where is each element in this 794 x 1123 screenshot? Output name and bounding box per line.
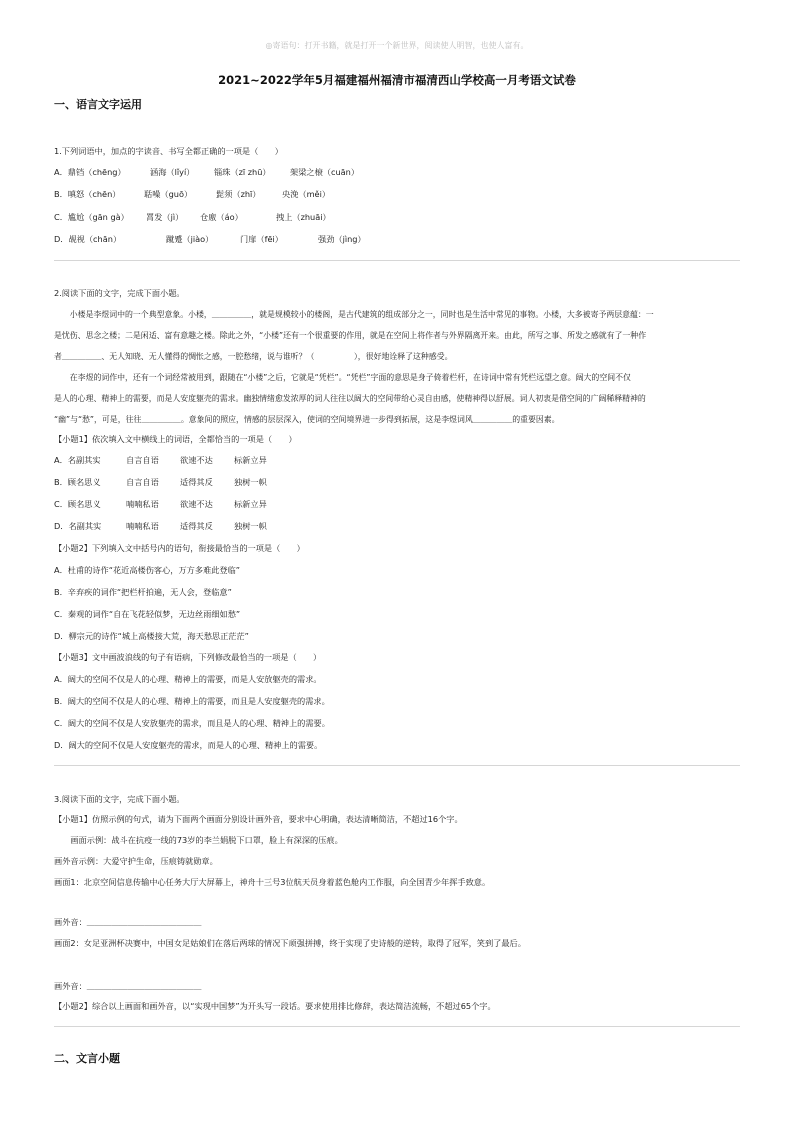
divider	[54, 765, 740, 766]
passage-line: 是忧伤、思念之楼；二是闲适、富有意趣之楼。除此之外，“小楼”还有一个很重要的作用，就是在空间上将作者与外界隔离开来。由此，所写之事、所发之感就有了一种作	[54, 331, 647, 340]
question-stem: 3.阅读下面的文字，完成下面小题。	[54, 794, 185, 804]
option-item: 强劲（jìng）	[318, 234, 366, 244]
option-item: 门扉（fēi）	[240, 234, 283, 244]
option-item: 喃喃私语	[126, 499, 159, 509]
page-title: 2021~2022学年5月福建福州福清市福清西山学校高一月考语文试卷	[218, 73, 576, 87]
option-item: C．尴尬（gān gà）	[54, 212, 129, 222]
option-item: 独树一帜	[234, 477, 267, 487]
subquestion-stem: 【小题3】文中画波浪线的句子有语病，下列修改最恰当的一项是（ ）	[54, 652, 322, 662]
subquestion-stem: 【小题2】下列填入文中括号内的语句，衔接最恰当的一项是（ ）	[54, 543, 305, 553]
option-item: 架梁之榱（cuān）	[290, 167, 360, 177]
passage-line: 在李煜的词作中，还有一个词经常被用到，跟随在“小楼”之后，它就是“凭栏”。“凭栏”字面的意思是身子倚着栏杆，在诗词中常有凭栏远望之意。阔大的空间不仅	[54, 373, 631, 382]
example-scene: 画面示例：战斗在抗疫一线的73岁的李兰娟脱下口罩，脸上有深深的压痕。	[54, 835, 343, 845]
option-item: B．顾名思义	[54, 477, 101, 487]
subquestion-stem: 【小题1】仿照示例的句式，请为下面两个画面分别设计画外音，要求中心明确，表达清晰简洁，不超过16个字。	[54, 814, 463, 824]
option-item: 罥发（jì）	[146, 212, 184, 222]
passage-line: 小楼是李煜词中的一个典型意象。小楼，＿＿＿＿＿，就是规模较小的楼阁，是古代建筑的组成部分之一，同时也是生活中常见的事物。小楼，大多被寄予两层意蕴：一	[54, 310, 654, 319]
option-item: 欲速不达	[180, 499, 213, 509]
option-item: 涵海（lǐyí）	[150, 167, 195, 177]
passage-line: 是人的心理、精神上的需要，而是人安度躯壳的需求。幽独情绪愈发浓厚的词人往往以阔大的空间带给心灵自由感，使精神得以舒展。词人初衷是借空间的广阔稀释精神的	[54, 394, 646, 403]
option-item: C．秦观的词作“自在飞花轻似梦，无边丝雨细如愁”	[54, 609, 241, 619]
passage-line: 者＿＿＿＿＿、无人知晓、无人懂得的惆怅之感，一腔愁绪，说与谁听？（ ），很好地诠释了这种感受。	[54, 352, 453, 361]
option-item: 自言自语	[126, 455, 159, 465]
option-item: A．鼎铛（chēng）	[54, 167, 126, 177]
section-heading: 二、文言小题	[54, 1052, 120, 1065]
option-item: B．辛弃疾的词作“把栏杆拍遍，无人会，登临意”	[54, 587, 232, 597]
option-item: D．觇视（chān）	[54, 234, 122, 244]
option-item: D．名副其实	[54, 521, 102, 531]
subquestion-stem: 【小题2】综合以上画面和画外音，以“实现中国梦”为开头写一段话。要求使用排比修辞，表达简洁流畅，不超过65个字。	[54, 1001, 496, 1011]
option-item: 适得其反	[180, 521, 213, 531]
option-item: 标新立异	[234, 499, 267, 509]
passage-line: “幽”与“愁”，可是，往往＿＿＿＿＿。意象间的照应，情感的层层深入，使词的空间境界进一步得到拓展，这是李煜词风＿＿＿＿＿的重要因素。	[54, 415, 560, 424]
option-item: A．名副其实	[54, 455, 101, 465]
option-item: 央浼（měi）	[282, 189, 331, 199]
option-item: B．阔大的空间不仅是人的心理、精神上的需要，而且是人安度躯壳的需求。	[54, 696, 330, 706]
option-item: D．柳宗元的诗作“城上高楼接大荒，海天愁思正茫茫”	[54, 631, 249, 641]
option-item: B．嗔怒（chēn）	[54, 189, 121, 199]
option-item: 仓廒（áo）	[200, 212, 243, 222]
option-item: 欲速不达	[180, 455, 213, 465]
answer-blank[interactable]: 画外音：＿＿＿＿＿＿＿＿＿＿＿＿＿＿	[54, 981, 202, 991]
motto-header: ◎寄语句：打开书籍，就是打开一个新世界，阅读使人明智，也使人富有。	[265, 41, 529, 50]
option-item: D．阔大的空间不仅是人安度躯壳的需求，而是人的心理、精神上的需要。	[54, 740, 323, 750]
example-voiceover: 画外音示例：大爱守护生命，压痕铸就勋章。	[54, 856, 218, 866]
option-item: 蹴蹙（jiào）	[166, 234, 214, 244]
option-item: A．阔大的空间不仅是人的心理、精神上的需要，而是人安放躯壳的需求。	[54, 674, 322, 684]
option-item: 锱珠（zī zhū）	[214, 167, 271, 177]
option-item: 自言自语	[126, 477, 159, 487]
subquestion-stem: 【小题1】依次填入文中横线上的词语，全都恰当的一项是（ ）	[54, 434, 297, 444]
option-item: 适得其反	[180, 477, 213, 487]
option-item: C．顾名思义	[54, 499, 101, 509]
question-stem: 1.下列词语中，加点的字读音、书写全都正确的一项是（ ）	[54, 146, 283, 156]
option-item: 喃喃私语	[126, 521, 159, 531]
answer-blank[interactable]: 画外音：＿＿＿＿＿＿＿＿＿＿＿＿＿＿	[54, 917, 202, 927]
option-item: 独树一帜	[234, 521, 267, 531]
option-item: 髭须（zhī）	[216, 189, 261, 199]
scene-text: 画面1：北京空间信息传输中心任务大厅大屏幕上，神舟十三号3位航天员身着蓝色舱内工作服，向全国青少年挥手致意。	[54, 877, 491, 887]
option-item: A．杜甫的诗作“花近高楼伤客心，万方多难此登临”	[54, 565, 241, 575]
divider	[54, 260, 740, 261]
option-item: C．阔大的空间不仅是人安放躯壳的需求，而且是人的心理、精神上的需要。	[54, 718, 330, 728]
section-heading: 一、语言文字运用	[54, 98, 142, 111]
option-item: 标新立异	[234, 455, 267, 465]
divider	[54, 1026, 740, 1027]
option-item: 聒噪（guō）	[144, 189, 193, 199]
option-item: 拽上（zhuāi）	[276, 212, 331, 222]
scene-text: 画面2：女足亚洲杯决赛中，中国女足姑娘们在落后两球的情况下顽强拼搏，终于实现了史诗般的逆转，取得了冠军，笑到了最后。	[54, 938, 526, 948]
question-stem: 2.阅读下面的文字，完成下面小题。	[54, 288, 185, 298]
